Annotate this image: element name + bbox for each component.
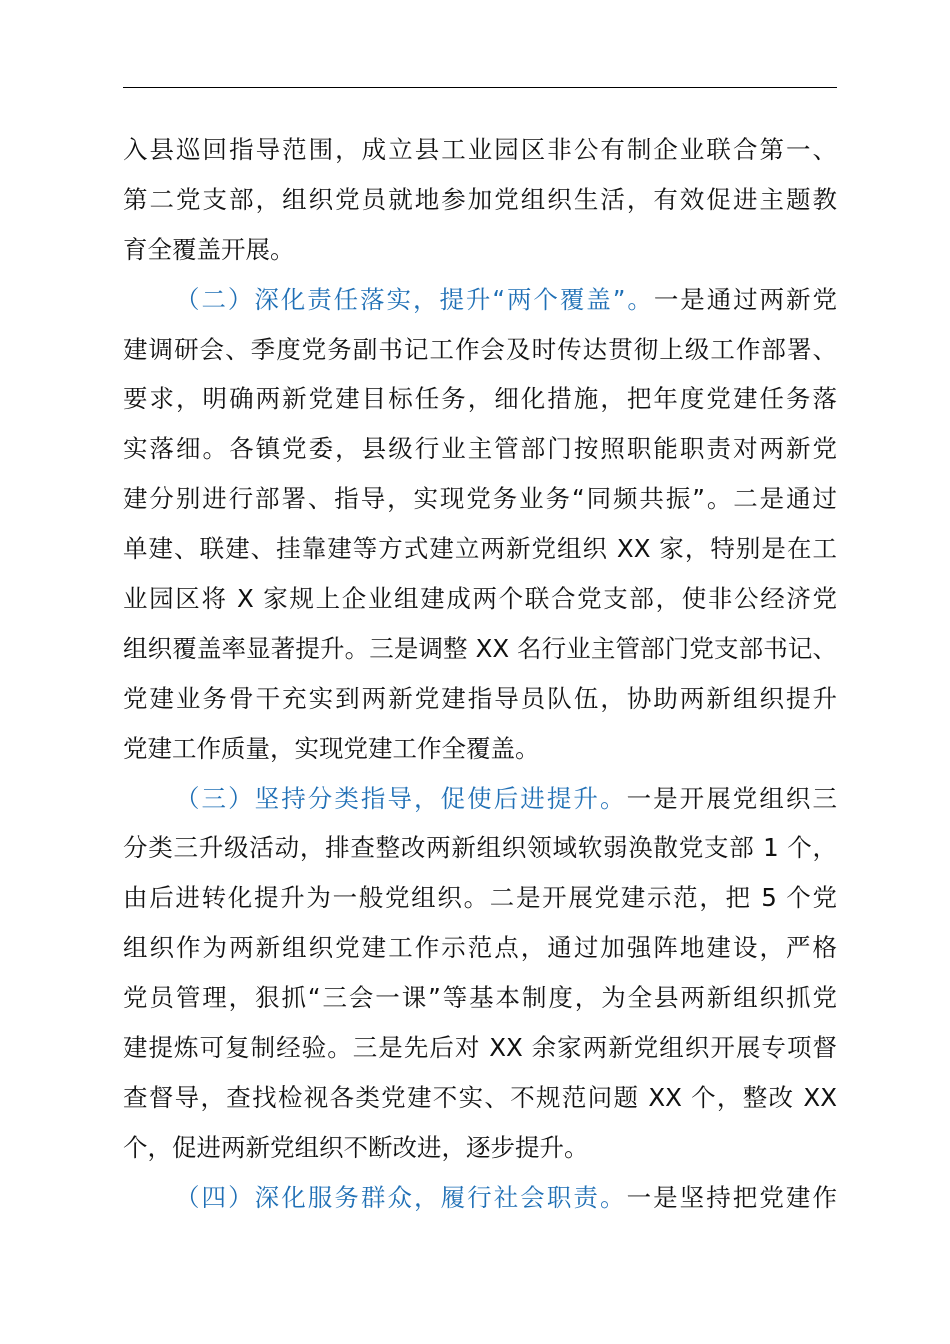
text-line: 入县巡回指导范围，成立县工业园区非公有制企业联合第一、 xyxy=(123,135,837,164)
section-heading: （四）深化服务群众，履行社会职责。 xyxy=(175,1182,627,1212)
text-line: 党员管理，狠抓“三会一课”等基本制度，为全县两新组织抓党 xyxy=(123,983,837,1013)
text-line: 党建工作质量，实现党建工作全覆盖。 xyxy=(123,733,540,763)
text-line: 组织覆盖率显著提升。三是调整 XX 名行业主管部门党支部书记、 xyxy=(123,633,837,663)
paragraph-first-line xyxy=(123,774,837,824)
text-line: 个，促进两新党组织不断改进，逐步提升。 xyxy=(123,1132,589,1162)
text-line: 分类三升级活动，排查整改两新组织领域软弱涣散党支部 1 个， xyxy=(123,833,837,863)
text-line: 育全覆盖开展。 xyxy=(123,234,295,264)
text-line: 建调研会、季度党务副书记工作会及时传达贯彻上级工作部署、 xyxy=(123,334,837,364)
text-line: 实落细。各镇党委，县级行业主管部门按照职能职责对两新党 xyxy=(123,434,837,464)
text-run: 一是开展党组织三 xyxy=(626,783,837,813)
text-line: 查督导，查找检视各类党建不实、不规范问题 XX 个，整改 XX xyxy=(123,1082,837,1112)
text-run: 一是坚持把党建作 xyxy=(626,1182,837,1212)
text-line: 建提炼可复制经验。三是先后对 XX 余家两新党组织开展专项督 xyxy=(123,1033,837,1063)
text-line: 由后进转化提升为一般党组织。二是开展党建示范，把 5 个党 xyxy=(123,883,837,913)
paragraph-first-line xyxy=(123,1173,837,1223)
header-rule xyxy=(123,87,837,88)
text-line: 要求，明确两新党建目标任务，细化措施，把年度党建任务落 xyxy=(123,384,837,414)
section-heading: （三）坚持分类指导，促使后进提升。 xyxy=(175,783,627,813)
text-line: 单建、联建、挂靠建等方式建立两新党组织 XX 家，特别是在工 xyxy=(123,534,837,564)
text-run: 一是通过两新党 xyxy=(653,284,837,314)
text-line: 组织作为两新组织党建工作示范点，通过加强阵地建设，严格 xyxy=(123,933,837,963)
body-text xyxy=(123,125,837,1223)
text-line: 建分别进行部署、指导，实现党务业务“同频共振”。二是通过 xyxy=(123,484,837,514)
section-heading: （二）深化责任落实，提升“两个覆盖”。 xyxy=(175,284,654,314)
paragraph-first-line xyxy=(123,275,837,325)
text-line: 业园区将 X 家规上企业组建成两个联合党支部，使非公经济党 xyxy=(123,584,837,614)
text-line: 第二党支部，组织党员就地参加党组织生活，有效促进主题教 xyxy=(123,184,837,214)
text-line: 党建业务骨干充实到两新党建指导员队伍，协助两新组织提升 xyxy=(123,683,837,713)
